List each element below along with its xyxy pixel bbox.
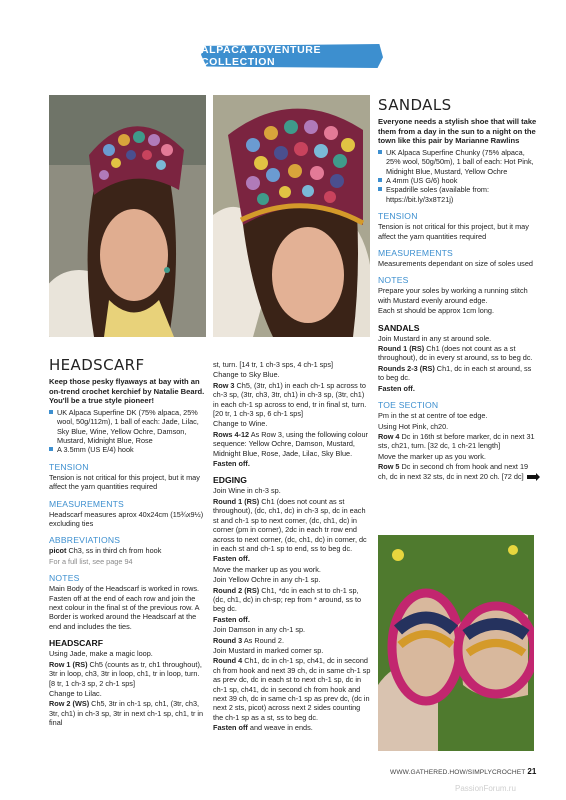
- sandals-title: SANDALS: [378, 96, 452, 114]
- fasten-off-3: Fasten off.: [213, 614, 250, 624]
- edging-round-1: Round 1 (RS) Ch1 (does not count as st throughout), (dc, ch1, dc) in ch-3 sp, dc in each st and ch-1 sp to next corner, (dc, ch1, dc) in corner (pm in corner), 2dc in each tr row end across to next corner, (dc, ch1, dc) in corner, dc in each st and ch-1 sp to end, ss to beg dc.: [213, 496, 367, 553]
- headscarf-tension-heading: TENSION: [49, 461, 89, 472]
- material-item: UK Alpaca Superfine Chunky (75% alpaca, 25% wool, 50g/50m), 1 ball of each: Hot Pink, Midnight Blue, Mustard, Yellow Ochre: [378, 148, 538, 176]
- toe-move-marker: Move the marker up as you work.: [378, 451, 486, 461]
- material-item: UK Alpaca Superfine DK (75% alpaca, 25% wool, 50g/112m), 1 ball of each: Jade, Lilac, Sky Blue, Wine, Yellow Ochre, Damson, Mustard, Midnight Blue, Rose: [49, 408, 207, 446]
- sandals-rounds-2-3: Rounds 2-3 (RS) Ch1, dc in each st around, ss to beg dc.: [378, 363, 532, 383]
- toe-row-5: Row 5 Dc in second ch from hook and next 19 ch, dc in next 32 sts, dc in next 20 ch. [72 dc]: [378, 462, 538, 481]
- sandals-measurements-text: Measurements dependant on size of soles used: [378, 259, 533, 269]
- edging-round-2: Round 2 (RS) Ch1, *dc in each st to ch-1 sp, (dc, ch1, dc) in ch-sp; rep from * around, ss to beg dc.: [213, 585, 362, 614]
- change-to-lilac: Change to Lilac.: [49, 688, 102, 698]
- sandals-section-heading: SANDALS: [378, 322, 420, 333]
- join-wine: Join Wine in ch-3 sp.: [213, 486, 281, 496]
- headscarf-row-2: Row 2 (WS) Ch5, 3tr in ch-1 sp, ch1, (3tr, ch3, 3tr, ch1) in ch-3 sp, 3tr in next ch-1 sp, ch1, tr in final: [49, 699, 204, 728]
- toe-row-4: Row 4 Dc in 16th st before marker, dc in next 31 sts, ch21, turn. [32 dc, 1 ch-21 length]: [378, 431, 535, 451]
- watermark: PassionForum.ru: [455, 784, 516, 793]
- banner-title: ALPACA ADVENTURE COLLECTION: [201, 44, 322, 68]
- headscarf-intro: Keep those pesky flyaways at bay with an on-trend crochet kerchief by Natalie Beard. You'll be a true style pioneer!: [49, 377, 205, 406]
- headscarf-title: HEADSCARF: [49, 356, 145, 374]
- headscarf-row-1: Row 1 (RS) Ch5 (counts as tr, ch1 throughout), 3tr in loop, ch3, 3tr in loop, ch1, tr in loop, turn. [8 tr, 1 ch-3 sp, 2 ch-1 sps]: [49, 659, 202, 688]
- abbreviation-note: For a full list, see page 94: [49, 556, 133, 566]
- final-fasten-off: Fasten off and weave in ends.: [213, 723, 313, 733]
- headscarf-materials: [49, 408, 207, 455]
- headscarf-tension-text: Tension is not critical for this project, but it may affect the yarn quantities required: [49, 472, 200, 492]
- middle-column: [213, 359, 371, 733]
- sandals-fasten-off: Fasten off.: [378, 383, 415, 393]
- sandals-notes-text-2: Each st should be approx 1cm long.: [378, 306, 495, 316]
- sandals-tension-text: Tension is not critical for this project, but it may affect the yarn quantities required: [378, 222, 529, 241]
- headscarf-section-heading: HEADSCARF: [49, 638, 103, 649]
- headscarf-rows-4-12: Rows 4-12 As Row 3, using the following colour sequence: Yellow Ochre, Damson, Mustard, Midnight Blue, Rose, Jade, Lilac, Sky Blue.: [213, 429, 368, 458]
- sandals-measurements-heading: MEASUREMENTS: [378, 248, 453, 259]
- change-to-wine: Change to Wine.: [213, 419, 268, 429]
- material-item: A 4mm (US G/6) hook: [378, 176, 538, 185]
- sandals-intro: Everyone needs a stylish shoe that will take them from a day in the sun to a night on the town like this pair by Marianne Rawlins: [378, 117, 537, 146]
- toe-text-1: Pm in the st at centre of toe edge.: [378, 411, 488, 421]
- join-yellow-ochre: Join Yellow Ochre in any ch-1 sp.: [213, 575, 321, 585]
- change-to-sky-blue: Change to Sky Blue.: [213, 370, 280, 380]
- edging-heading: EDGING: [213, 475, 247, 486]
- edging-round-4: Round 4 Ch1, dc in ch-1 sp, ch41, dc in second ch from hook and next 39 ch, dc in same ch-1 sp as prev dc, dc in each st to next ch-1 sp, dc in ch-1 sp, ch41, dc in second ch from hook and next 39 ch, dc in same ch-1 sp as prev dc, (dc in next 2 sts, picot) across next 2 sides counting the ch-1 sp as a st, ss to beg dc.: [213, 656, 371, 722]
- continue-arrow-icon: [527, 475, 536, 479]
- page-footer: [390, 767, 536, 776]
- headscarf-measurements-heading: MEASUREMENTS: [49, 498, 124, 509]
- sandals-tension-heading: TENSION: [378, 211, 418, 222]
- headscarf-column: [49, 357, 207, 728]
- sandals-notes-heading: NOTES: [378, 275, 409, 286]
- join-mustard: Join Mustard in marked corner sp.: [213, 645, 324, 655]
- sandals-intro-column: [378, 97, 538, 481]
- headscarf-measurements-text: Headscarf measures aprox 40x24cm (15¾x9½) excluding ties: [49, 509, 204, 529]
- headscarf-photo-right: [213, 95, 370, 337]
- sandals-join: Join Mustard in any st around sole.: [378, 333, 492, 343]
- toe-text-2: Using Hot Pink, ch20.: [378, 421, 449, 431]
- sandals-materials: [378, 148, 538, 204]
- sandals-round-1: Round 1 (RS) Ch1 (does not count as a st throughout), dc in every st around, ss to beg dc.: [378, 344, 533, 363]
- material-item: Espadrille soles (available from: https://bit.ly/3x8T21j): [378, 185, 538, 204]
- toe-section-heading: TOE SECTION: [378, 400, 439, 411]
- move-marker: Move the marker up as you work.: [213, 564, 321, 574]
- headscarf-notes-heading: NOTES: [49, 573, 80, 584]
- page-number: 21: [527, 767, 537, 776]
- abbreviations-heading: ABBREVIATIONS: [49, 535, 121, 546]
- material-item: A 3.5mm (US E/4) hook: [49, 445, 207, 454]
- sandals-photo: [378, 535, 534, 751]
- fasten-off-2: Fasten off.: [213, 554, 250, 564]
- footer-url: WWW.GATHERED.HOW/SIMPLYCROCHET: [390, 769, 526, 776]
- join-damson: Join Damson in any ch-1 sp.: [213, 625, 306, 635]
- headscarf-using: Using Jade, make a magic loop.: [49, 649, 153, 659]
- abbreviation-picot: picot Ch3, ss in third ch from hook: [49, 546, 162, 556]
- row-2-continued: st, turn. [14 tr, 1 ch-3 sps, 4 ch-1 sps]: [213, 360, 334, 369]
- headscarf-row-3: Row 3 Ch5, (3tr, ch1) in each ch-1 sp across to ch-3 sp, (3tr, ch3, 3tr, ch1) in ch-3 sp, (3tr, ch1) in each ch-1 sp across to end, tr in final st, turn. [20 tr, 1 ch-3 sp, 6 ch-1 sps]: [213, 380, 367, 419]
- edging-round-3: Round 3 As Round 2.: [213, 635, 284, 645]
- sandals-notes-text: Prepare your soles by working a running stitch with Mustard evenly around edge.: [378, 286, 528, 305]
- collection-banner: [201, 44, 383, 68]
- fasten-off-1: Fasten off.: [213, 459, 250, 469]
- headscarf-notes-text: Main Body of the Headscarf is worked in rows. Fasten off at the end of each row and join the next colour in the final st of the previous row. A Border is worked around the Headscarf at the end and includes the ties.: [49, 584, 200, 631]
- headscarf-photo-left: [49, 95, 206, 337]
